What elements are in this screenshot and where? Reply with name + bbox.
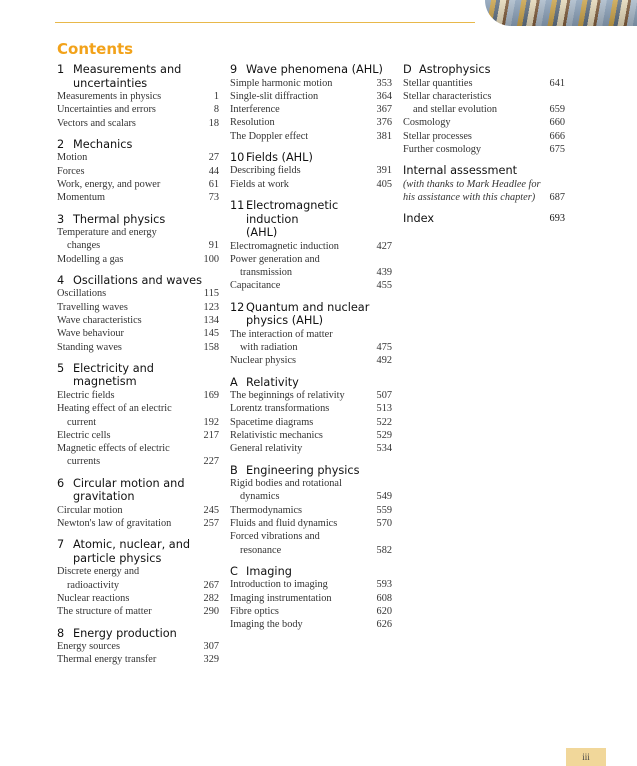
entry-page-number: 675 xyxy=(549,143,565,155)
section-heading xyxy=(230,464,392,478)
toc-entry xyxy=(57,253,219,266)
entry-page-number: 534 xyxy=(376,443,392,455)
entry-title: Introduction to imaging xyxy=(230,579,328,591)
entry-title: The interaction of matter xyxy=(230,328,333,340)
entry-page-number: 391 xyxy=(376,165,392,177)
section-number: 6 xyxy=(57,476,65,490)
entry-title: Further cosmology xyxy=(403,143,482,155)
section-title: Measurements and xyxy=(73,63,182,76)
toc-section xyxy=(230,376,392,456)
entry-page-number xyxy=(195,442,219,455)
toc-section xyxy=(230,301,392,368)
entry-page-number: 367 xyxy=(376,104,392,116)
toc-section xyxy=(403,164,565,204)
toc-entry xyxy=(403,103,565,116)
entry-title: The Doppler effect xyxy=(230,130,309,142)
entry-page-number: 439 xyxy=(376,267,392,279)
entry-page-number: 115 xyxy=(203,288,219,300)
entry-page-number: 641 xyxy=(549,77,565,89)
toc-entry xyxy=(57,402,219,415)
entry-page-number: 282 xyxy=(203,592,219,604)
toc-entry xyxy=(57,605,219,618)
section-title: Atomic, nuclear, and xyxy=(73,538,191,552)
toc-entry xyxy=(230,389,392,402)
section-number xyxy=(57,552,73,566)
toc-column-3 xyxy=(403,63,565,226)
section-heading xyxy=(230,301,392,315)
section-heading xyxy=(57,627,219,641)
section-heading xyxy=(57,362,219,389)
entry-title: Spacetime diagrams xyxy=(230,416,314,428)
entry-title: Stellar quantities xyxy=(403,77,473,89)
entry-page-number: 559 xyxy=(376,504,392,516)
toc-entry xyxy=(230,592,392,605)
entry-page-number: 192 xyxy=(203,416,219,428)
toc-column-2 xyxy=(230,63,392,632)
entry-page-number: 217 xyxy=(203,429,219,441)
entry-title: The beginnings of relativity xyxy=(230,390,345,402)
entry-title: Thermal energy transfer xyxy=(57,654,157,666)
toc-section xyxy=(57,138,219,205)
section-number: 9 xyxy=(230,63,238,76)
section-title: Thermal physics xyxy=(73,212,166,226)
toc-column-1 xyxy=(57,63,219,667)
entry-title: The structure of matter xyxy=(57,606,152,618)
section-title: gravitation xyxy=(73,490,135,504)
entry-title: Describing fields xyxy=(230,165,301,177)
entry-page-number: 44 xyxy=(208,165,219,177)
entry-page-number: 100 xyxy=(203,253,219,265)
entry-title: Forced vibrations and xyxy=(230,531,320,543)
toc-entry xyxy=(57,565,219,578)
section-heading xyxy=(57,138,219,152)
section-heading xyxy=(403,164,565,178)
section-title: Internal assessment xyxy=(403,164,518,178)
section-title: Energy production xyxy=(73,626,177,640)
toc-entry xyxy=(57,287,219,300)
entry-title: Imaging instrumentation xyxy=(230,592,332,604)
entry-title: Uncertainties and errors xyxy=(57,104,156,116)
entry-page-number: 18 xyxy=(208,117,219,129)
toc-entry xyxy=(230,416,392,429)
section-number xyxy=(57,490,73,504)
section-title: Oscillations and waves xyxy=(73,273,202,287)
section-heading xyxy=(57,63,219,77)
toc-section xyxy=(403,63,565,156)
entry-page-number: 73 xyxy=(208,192,219,204)
entry-title: Modelling a gas xyxy=(57,253,124,265)
section-number: D xyxy=(403,63,412,76)
entry-title: Temperature and energy xyxy=(57,227,157,239)
toc-entry xyxy=(230,240,392,253)
entry-title: Resolution xyxy=(230,117,275,129)
entry-title: dynamics xyxy=(240,491,280,503)
entry-title: Cosmology xyxy=(403,117,451,129)
section-number xyxy=(57,77,73,91)
entry-page-number xyxy=(195,402,219,415)
entry-page-number: 307 xyxy=(203,641,219,653)
toc-entry xyxy=(230,77,392,90)
toc-section xyxy=(57,627,219,667)
toc-entry xyxy=(230,530,392,543)
toc-entry xyxy=(57,151,219,164)
section-number: 12 xyxy=(230,300,245,314)
entry-page-number: 123 xyxy=(203,301,219,313)
entry-page-number xyxy=(368,253,392,266)
entry-page-number: 134 xyxy=(203,315,219,327)
toc-section xyxy=(230,151,392,191)
toc-section xyxy=(230,199,392,293)
toc-entry xyxy=(230,429,392,442)
section-number: 1 xyxy=(57,63,65,76)
section-heading xyxy=(57,213,219,227)
entry-title: with radiation xyxy=(240,342,298,354)
entry-title: Magnetic effects of electric xyxy=(57,443,170,455)
toc-section xyxy=(57,213,219,266)
entry-title: Power generation and xyxy=(230,253,320,265)
entry-title: Circular motion xyxy=(57,504,123,516)
entry-title: Fluids and fluid dynamics xyxy=(230,518,338,530)
toc-entry xyxy=(57,103,219,116)
section-title: Relativity xyxy=(246,375,299,389)
section-number: 4 xyxy=(57,273,65,287)
section-title: Fields (AHL) xyxy=(246,150,313,164)
entry-title: Nuclear reactions xyxy=(57,592,130,604)
section-heading xyxy=(57,490,219,504)
toc-entry xyxy=(230,618,392,631)
section-title: Engineering physics xyxy=(246,463,360,477)
section-heading xyxy=(57,274,219,288)
entry-title: Measurements in physics xyxy=(57,91,162,102)
toc-entry xyxy=(403,191,565,204)
toc-section xyxy=(403,212,565,226)
section-number xyxy=(230,226,246,240)
toc-entry xyxy=(57,389,219,402)
section-title: Electricity and magnetism xyxy=(73,361,154,389)
entry-page-number: 660 xyxy=(549,117,565,129)
toc-entry xyxy=(230,164,392,177)
entry-title: Interference xyxy=(230,104,280,116)
entry-page-number: 475 xyxy=(376,342,392,354)
entry-page-number xyxy=(368,530,392,543)
entry-page-number: 507 xyxy=(376,390,392,402)
entry-title: and stellar evolution xyxy=(413,104,498,116)
toc-entry xyxy=(57,117,219,130)
entry-title: Nuclear physics xyxy=(230,355,297,367)
entry-title: transmission xyxy=(240,267,293,279)
toc-section xyxy=(57,538,219,618)
section-title: Electromagnetic induction xyxy=(246,199,339,226)
entry-page-number xyxy=(195,226,219,239)
toc-entry xyxy=(230,328,392,341)
entry-title: Heating effect of an electric xyxy=(57,403,172,415)
entry-page-number: 158 xyxy=(203,341,219,353)
entry-page-number: 522 xyxy=(376,416,392,428)
entry-page-number xyxy=(368,477,392,490)
entry-title: Travelling waves xyxy=(57,301,128,313)
entry-page-number: 626 xyxy=(376,619,392,631)
entry-page-number: 169 xyxy=(203,389,219,401)
entry-title: Stellar characteristics xyxy=(403,90,492,102)
entry-page-number: 513 xyxy=(376,403,392,415)
toc-entry xyxy=(57,327,219,340)
entry-page-number: 353 xyxy=(376,77,392,89)
entry-page-number: 570 xyxy=(376,518,392,530)
entry-title: resonance xyxy=(240,544,282,556)
entry-title: Stellar processes xyxy=(403,130,472,142)
entry-page-number: 687 xyxy=(549,192,565,204)
section-heading xyxy=(230,376,392,390)
entry-page-number: 427 xyxy=(376,240,392,252)
section-page: 693 xyxy=(549,213,565,225)
entry-page-number: 608 xyxy=(376,592,392,604)
toc-entry xyxy=(230,477,392,490)
section-number xyxy=(230,314,246,328)
entry-page-number: 61 xyxy=(208,178,219,190)
toc-entry xyxy=(230,544,392,557)
toc-entry xyxy=(403,178,565,191)
toc-entry xyxy=(57,442,219,455)
toc-entry xyxy=(57,191,219,204)
entry-page-number: 405 xyxy=(376,178,392,190)
toc-entry xyxy=(57,239,219,252)
toc-entry xyxy=(230,279,392,292)
toc-entry xyxy=(230,578,392,591)
entry-title: changes xyxy=(67,240,101,252)
section-number: 11 xyxy=(230,199,245,213)
toc-entry xyxy=(230,130,392,143)
entry-title: Wave behaviour xyxy=(57,328,124,340)
section-heading xyxy=(230,63,392,77)
toc-entry xyxy=(57,226,219,239)
toc-entry xyxy=(230,116,392,129)
section-number: 8 xyxy=(57,626,65,640)
section-number: B xyxy=(230,463,238,477)
entry-title: Simple harmonic motion xyxy=(230,77,333,89)
entry-title: Electromagnetic induction xyxy=(230,240,339,252)
toc-entry xyxy=(230,442,392,455)
section-heading xyxy=(57,477,219,491)
toc-entry xyxy=(57,504,219,517)
entry-title: his assistance with this chapter) xyxy=(403,192,536,204)
toc-section xyxy=(230,565,392,632)
entry-page-number xyxy=(541,178,565,191)
toc-entry xyxy=(57,314,219,327)
entry-page-number: 245 xyxy=(203,504,219,516)
toc-entry xyxy=(230,504,392,517)
toc-entry xyxy=(403,90,565,103)
entry-page-number: 593 xyxy=(376,579,392,591)
section-heading xyxy=(57,552,219,566)
toc-entry xyxy=(57,579,219,592)
section-heading xyxy=(57,77,219,91)
page-number: iii xyxy=(566,748,606,766)
entry-page-number xyxy=(195,565,219,578)
section-number: C xyxy=(230,564,238,578)
entry-page-number: 267 xyxy=(203,579,219,591)
entry-page-number: 529 xyxy=(376,430,392,442)
entry-title: Vectors and scalars xyxy=(57,117,136,129)
section-heading xyxy=(230,565,392,579)
section-title: Circular motion and xyxy=(73,476,185,490)
entry-title: Relativistic mechanics xyxy=(230,430,323,442)
toc-entry xyxy=(403,77,565,90)
entry-title: Energy sources xyxy=(57,641,121,653)
section-number: A xyxy=(230,375,238,389)
section-title: particle physics xyxy=(73,551,162,565)
entry-title: Fibre optics xyxy=(230,606,279,618)
entry-page-number: 329 xyxy=(203,654,219,666)
toc-entry xyxy=(403,116,565,129)
toc-entry xyxy=(57,429,219,442)
entry-page-number: 290 xyxy=(203,606,219,618)
entry-title: radioactivity xyxy=(67,579,120,591)
toc-entry xyxy=(57,90,219,103)
section-title: Astrophysics xyxy=(419,63,491,76)
entry-page-number xyxy=(541,90,565,103)
toc-section xyxy=(57,477,219,531)
toc-entry xyxy=(230,266,392,279)
section-heading xyxy=(57,538,219,552)
toc-entry xyxy=(230,341,392,354)
entry-page-number: 381 xyxy=(376,130,392,142)
entry-page-number: 8 xyxy=(213,104,219,116)
toc-section xyxy=(230,63,392,143)
toc-entry xyxy=(57,455,219,468)
entry-page-number: 27 xyxy=(208,152,219,164)
entry-title: Wave characteristics xyxy=(57,315,142,327)
entry-title: Momentum xyxy=(57,192,106,204)
entry-title: Oscillations xyxy=(57,288,107,300)
toc-entry xyxy=(230,90,392,103)
entry-page-number: 492 xyxy=(376,355,392,367)
entry-title: Rigid bodies and rotational xyxy=(230,478,342,490)
toc-entry xyxy=(230,178,392,191)
entry-page-number: 659 xyxy=(549,104,565,116)
toc-entry xyxy=(57,165,219,178)
section-number: 2 xyxy=(57,137,65,151)
toc-entry xyxy=(230,517,392,530)
entry-page-number: 145 xyxy=(203,328,219,340)
toc-section xyxy=(230,464,392,557)
section-title: Wave phenomena (AHL) xyxy=(246,63,383,76)
entry-page-number: 620 xyxy=(376,606,392,618)
section-title: uncertainties xyxy=(73,76,148,90)
entry-page-number: 666 xyxy=(549,130,565,142)
entry-page-number: 91 xyxy=(208,240,219,252)
section-title: Quantum and nuclear xyxy=(246,300,370,314)
entry-title: Thermodynamics xyxy=(230,504,303,516)
entry-title: Imaging the body xyxy=(230,619,303,631)
toc-entry xyxy=(230,490,392,503)
entry-title: Standing waves xyxy=(57,341,122,353)
section-title: Index xyxy=(403,212,435,226)
entry-title: General relativity xyxy=(230,443,303,455)
toc-section xyxy=(57,63,219,130)
toc-entry xyxy=(230,354,392,367)
toc-entry xyxy=(57,178,219,191)
toc-entry xyxy=(57,301,219,314)
section-title: Mechanics xyxy=(73,137,133,151)
section-number: 5 xyxy=(57,361,65,375)
toc-entry xyxy=(57,341,219,354)
header-rule xyxy=(55,22,475,23)
entry-page-number: 1 xyxy=(213,91,219,102)
toc-entry xyxy=(403,130,565,143)
section-heading xyxy=(403,212,565,226)
section-heading xyxy=(230,314,392,328)
toc-entry xyxy=(403,143,565,156)
toc-section xyxy=(57,274,219,354)
entry-title: Fields at work xyxy=(230,178,289,190)
entry-title: Electric cells xyxy=(57,429,111,441)
section-heading xyxy=(230,199,392,226)
entry-title: (with thanks to Mark Headlee for xyxy=(403,178,541,190)
entry-title: Forces xyxy=(57,165,85,177)
entry-title: current xyxy=(67,416,97,428)
toc-entry xyxy=(57,592,219,605)
section-title: (AHL) xyxy=(246,226,278,240)
entry-title: Lorentz transformations xyxy=(230,403,330,415)
section-title: physics (AHL) xyxy=(246,314,324,328)
entry-title: Discrete energy and xyxy=(57,566,140,578)
section-heading xyxy=(230,226,392,240)
entry-page-number: 376 xyxy=(376,117,392,129)
section-heading xyxy=(403,63,565,77)
entry-title: Single-slit diffraction xyxy=(230,90,319,102)
entry-page-number: 257 xyxy=(203,518,219,530)
entry-page-number: 549 xyxy=(376,491,392,503)
section-number: 3 xyxy=(57,212,65,226)
entry-page-number: 455 xyxy=(376,280,392,292)
entry-title: Electric fields xyxy=(57,389,115,401)
header-banner-image xyxy=(485,0,637,26)
toc-entry xyxy=(57,517,219,530)
toc-section xyxy=(57,362,219,469)
entry-page-number xyxy=(368,328,392,341)
toc-entry xyxy=(57,416,219,429)
entry-title: currents xyxy=(67,456,101,468)
page-title: Contents xyxy=(57,40,134,58)
toc-entry xyxy=(230,253,392,266)
entry-title: Capacitance xyxy=(230,280,281,292)
section-number: 7 xyxy=(57,538,65,552)
section-title: Imaging xyxy=(246,564,292,578)
entry-title: Motion xyxy=(57,152,88,164)
entry-page-number: 364 xyxy=(376,90,392,102)
toc-entry xyxy=(230,402,392,415)
entry-page-number: 227 xyxy=(203,456,219,468)
toc-entry xyxy=(57,640,219,653)
toc-entry xyxy=(230,103,392,116)
section-number: 10 xyxy=(230,150,245,164)
toc-entry xyxy=(230,605,392,618)
section-heading xyxy=(230,151,392,165)
entry-title: Newton's law of gravitation xyxy=(57,518,172,530)
entry-page-number: 582 xyxy=(376,544,392,556)
toc-entry xyxy=(57,653,219,666)
entry-title: Work, energy, and power xyxy=(57,178,161,190)
